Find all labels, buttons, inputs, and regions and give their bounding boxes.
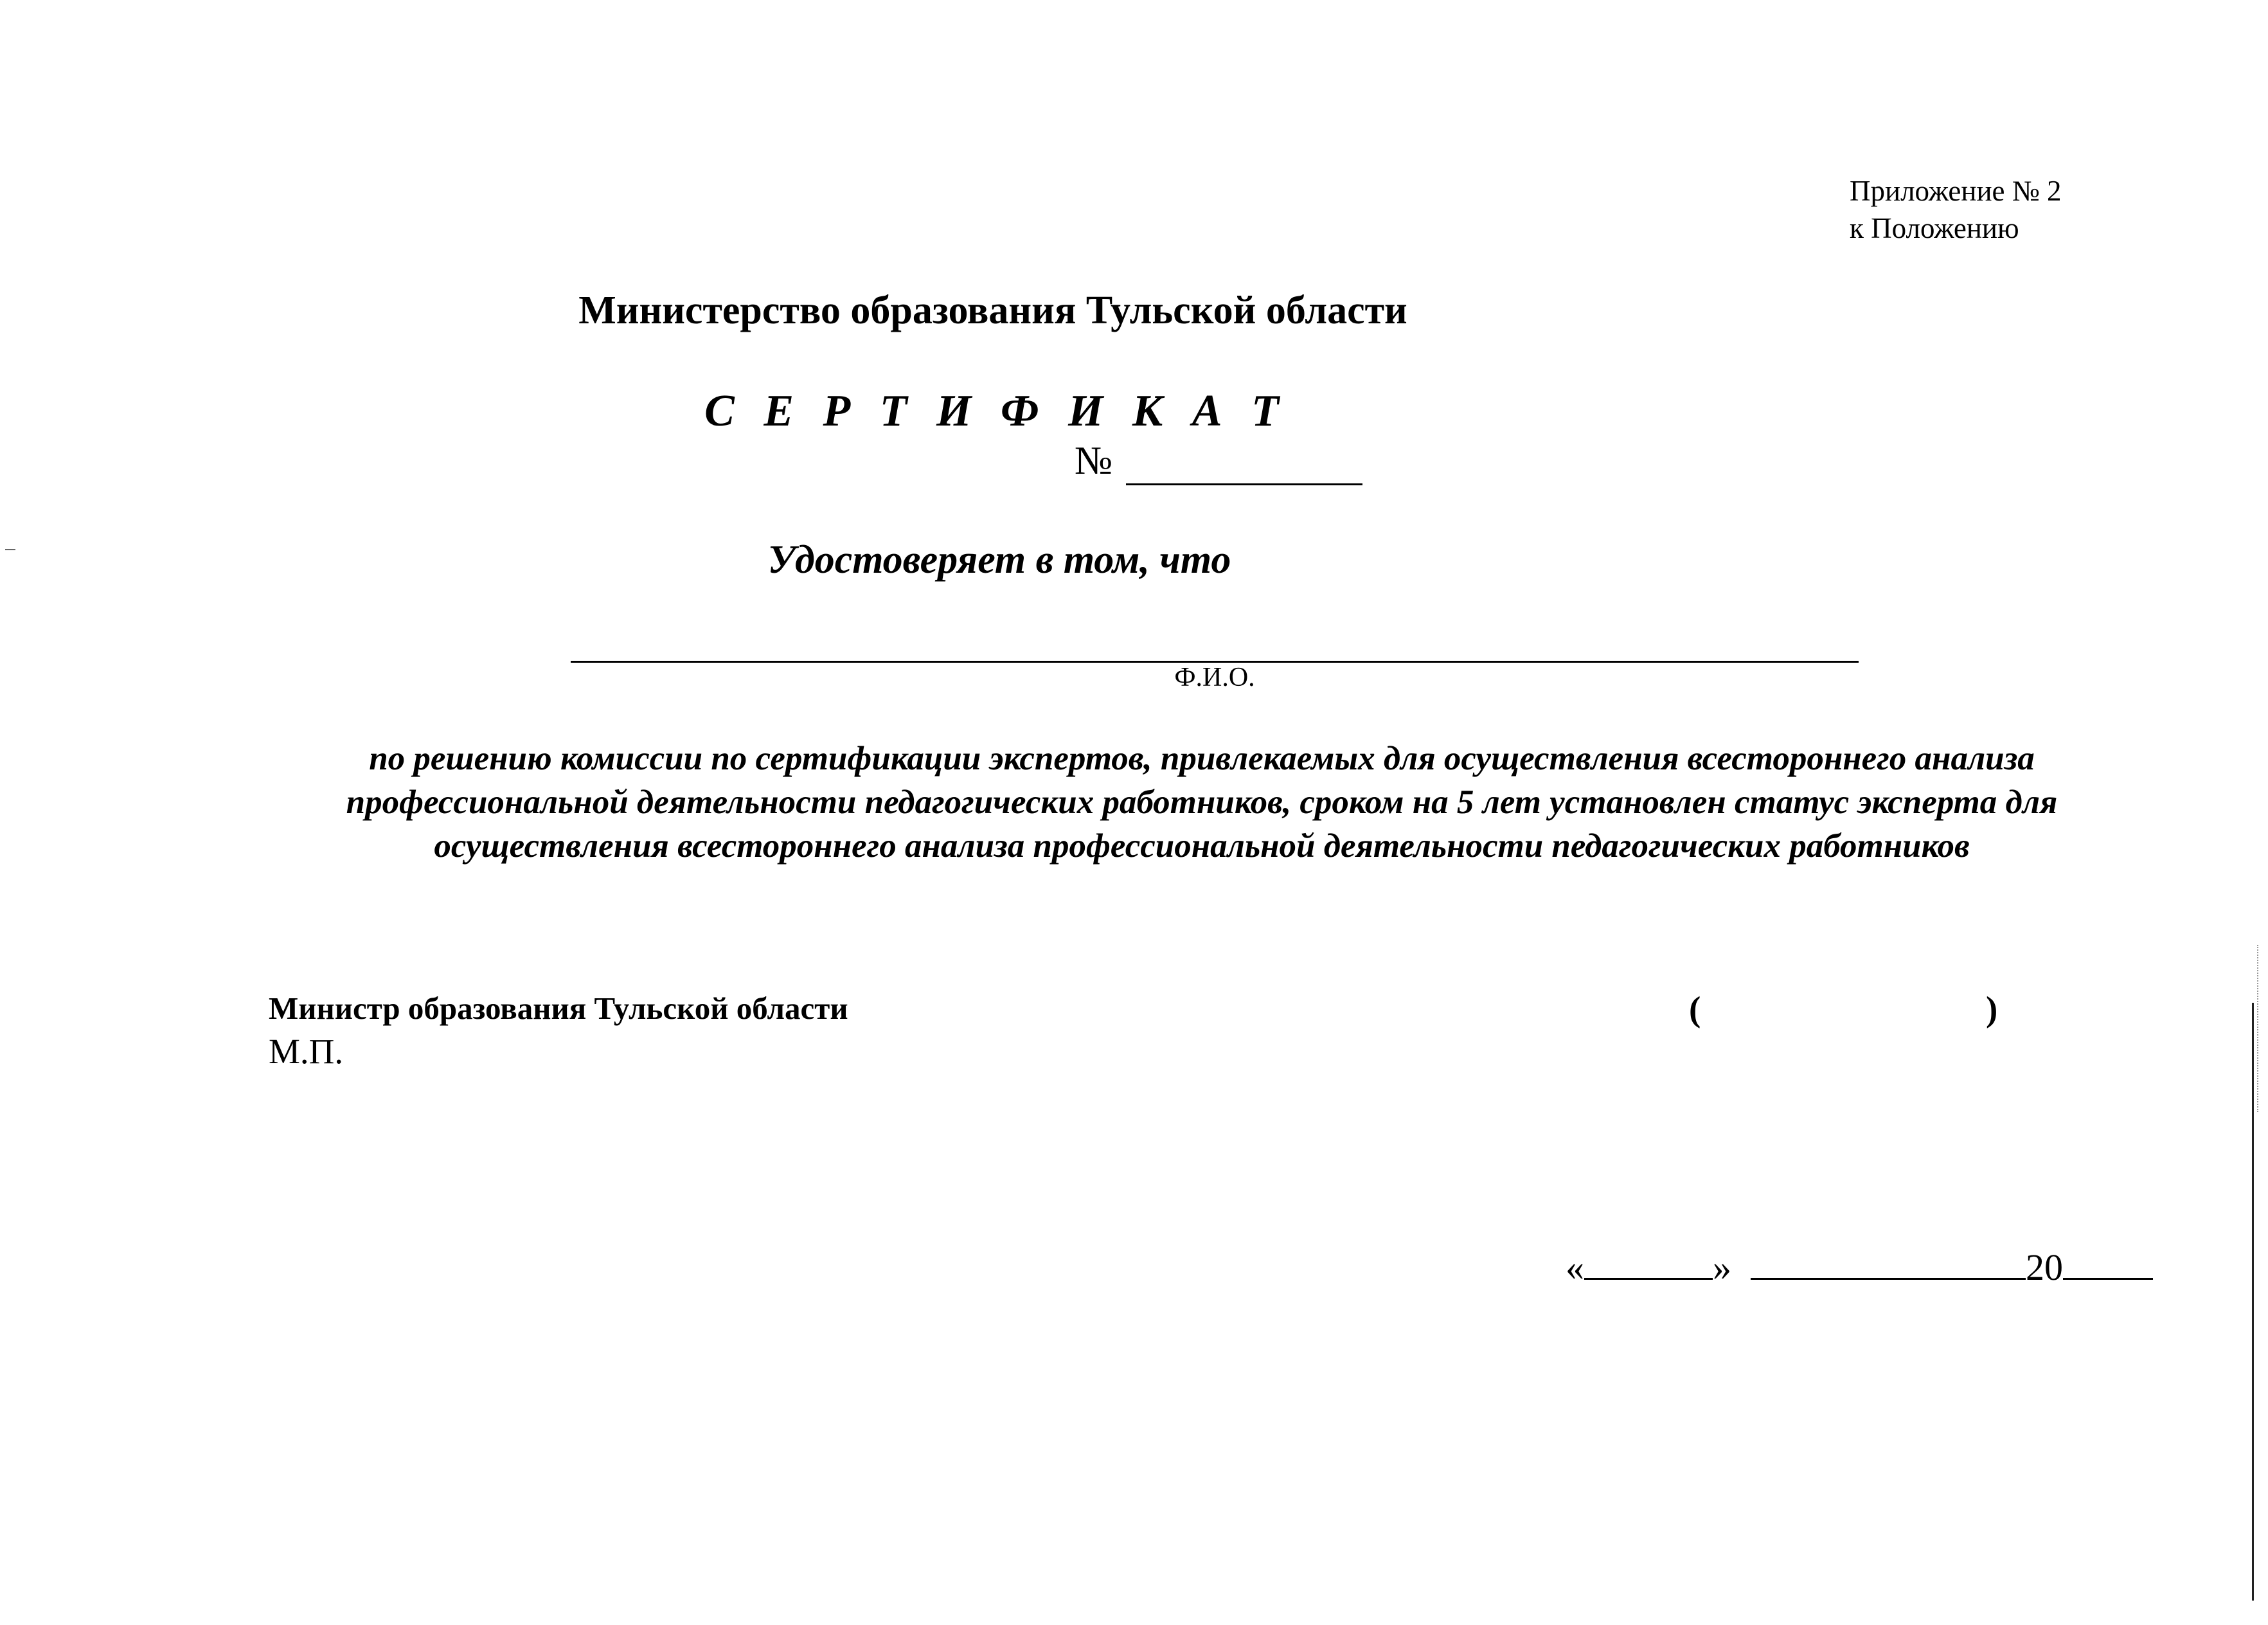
- date-open-quote: «: [1566, 1246, 1584, 1288]
- stamp-place-label: М.П.: [269, 1032, 344, 1071]
- certificate-number-label: №: [1075, 439, 1113, 483]
- scan-edge-dots: [2257, 945, 2258, 1112]
- date-month-blank: [1751, 1246, 2026, 1280]
- certificate-title: С Е Р Т И Ф И К А Т: [704, 386, 1288, 436]
- signature-name-close-paren: ): [1986, 989, 1998, 1028]
- certificate-body-text: по решению комиссии по сертификации экспертов, привлекаемых для осуществления всестороннего анализа профессиональной деятельности педагогических работников, сроком на 5 лет установлен статус эксперта для осуществления всестороннего анализа профессиональной деятельности педагогических работников: [346, 740, 2058, 865]
- appendix-line-2: к Положению: [1850, 212, 2019, 244]
- date-field: [1566, 1246, 2153, 1289]
- scan-artifact-dash: [5, 549, 15, 550]
- appendix-line-1: Приложение № 2: [1850, 175, 2062, 207]
- appendix-reference: [1850, 172, 2061, 247]
- certificate-number-blank: [1126, 483, 1362, 485]
- ministry-title: Министерство образования Тульской области: [578, 289, 1407, 332]
- date-year-blank: [2063, 1246, 2153, 1280]
- date-year-prefix: 20: [2026, 1246, 2063, 1288]
- certifies-heading: Удостоверяет в том, что: [767, 538, 1231, 582]
- signature-name-open-paren: (: [1689, 989, 1701, 1028]
- fio-caption: Ф.И.О.: [1174, 663, 1255, 692]
- date-day-blank: [1584, 1246, 1713, 1280]
- scan-page-edge: [2252, 1003, 2254, 1601]
- minister-signature-label: Министр образования Тульской области: [269, 991, 848, 1026]
- date-close-quote: »: [1713, 1246, 1731, 1288]
